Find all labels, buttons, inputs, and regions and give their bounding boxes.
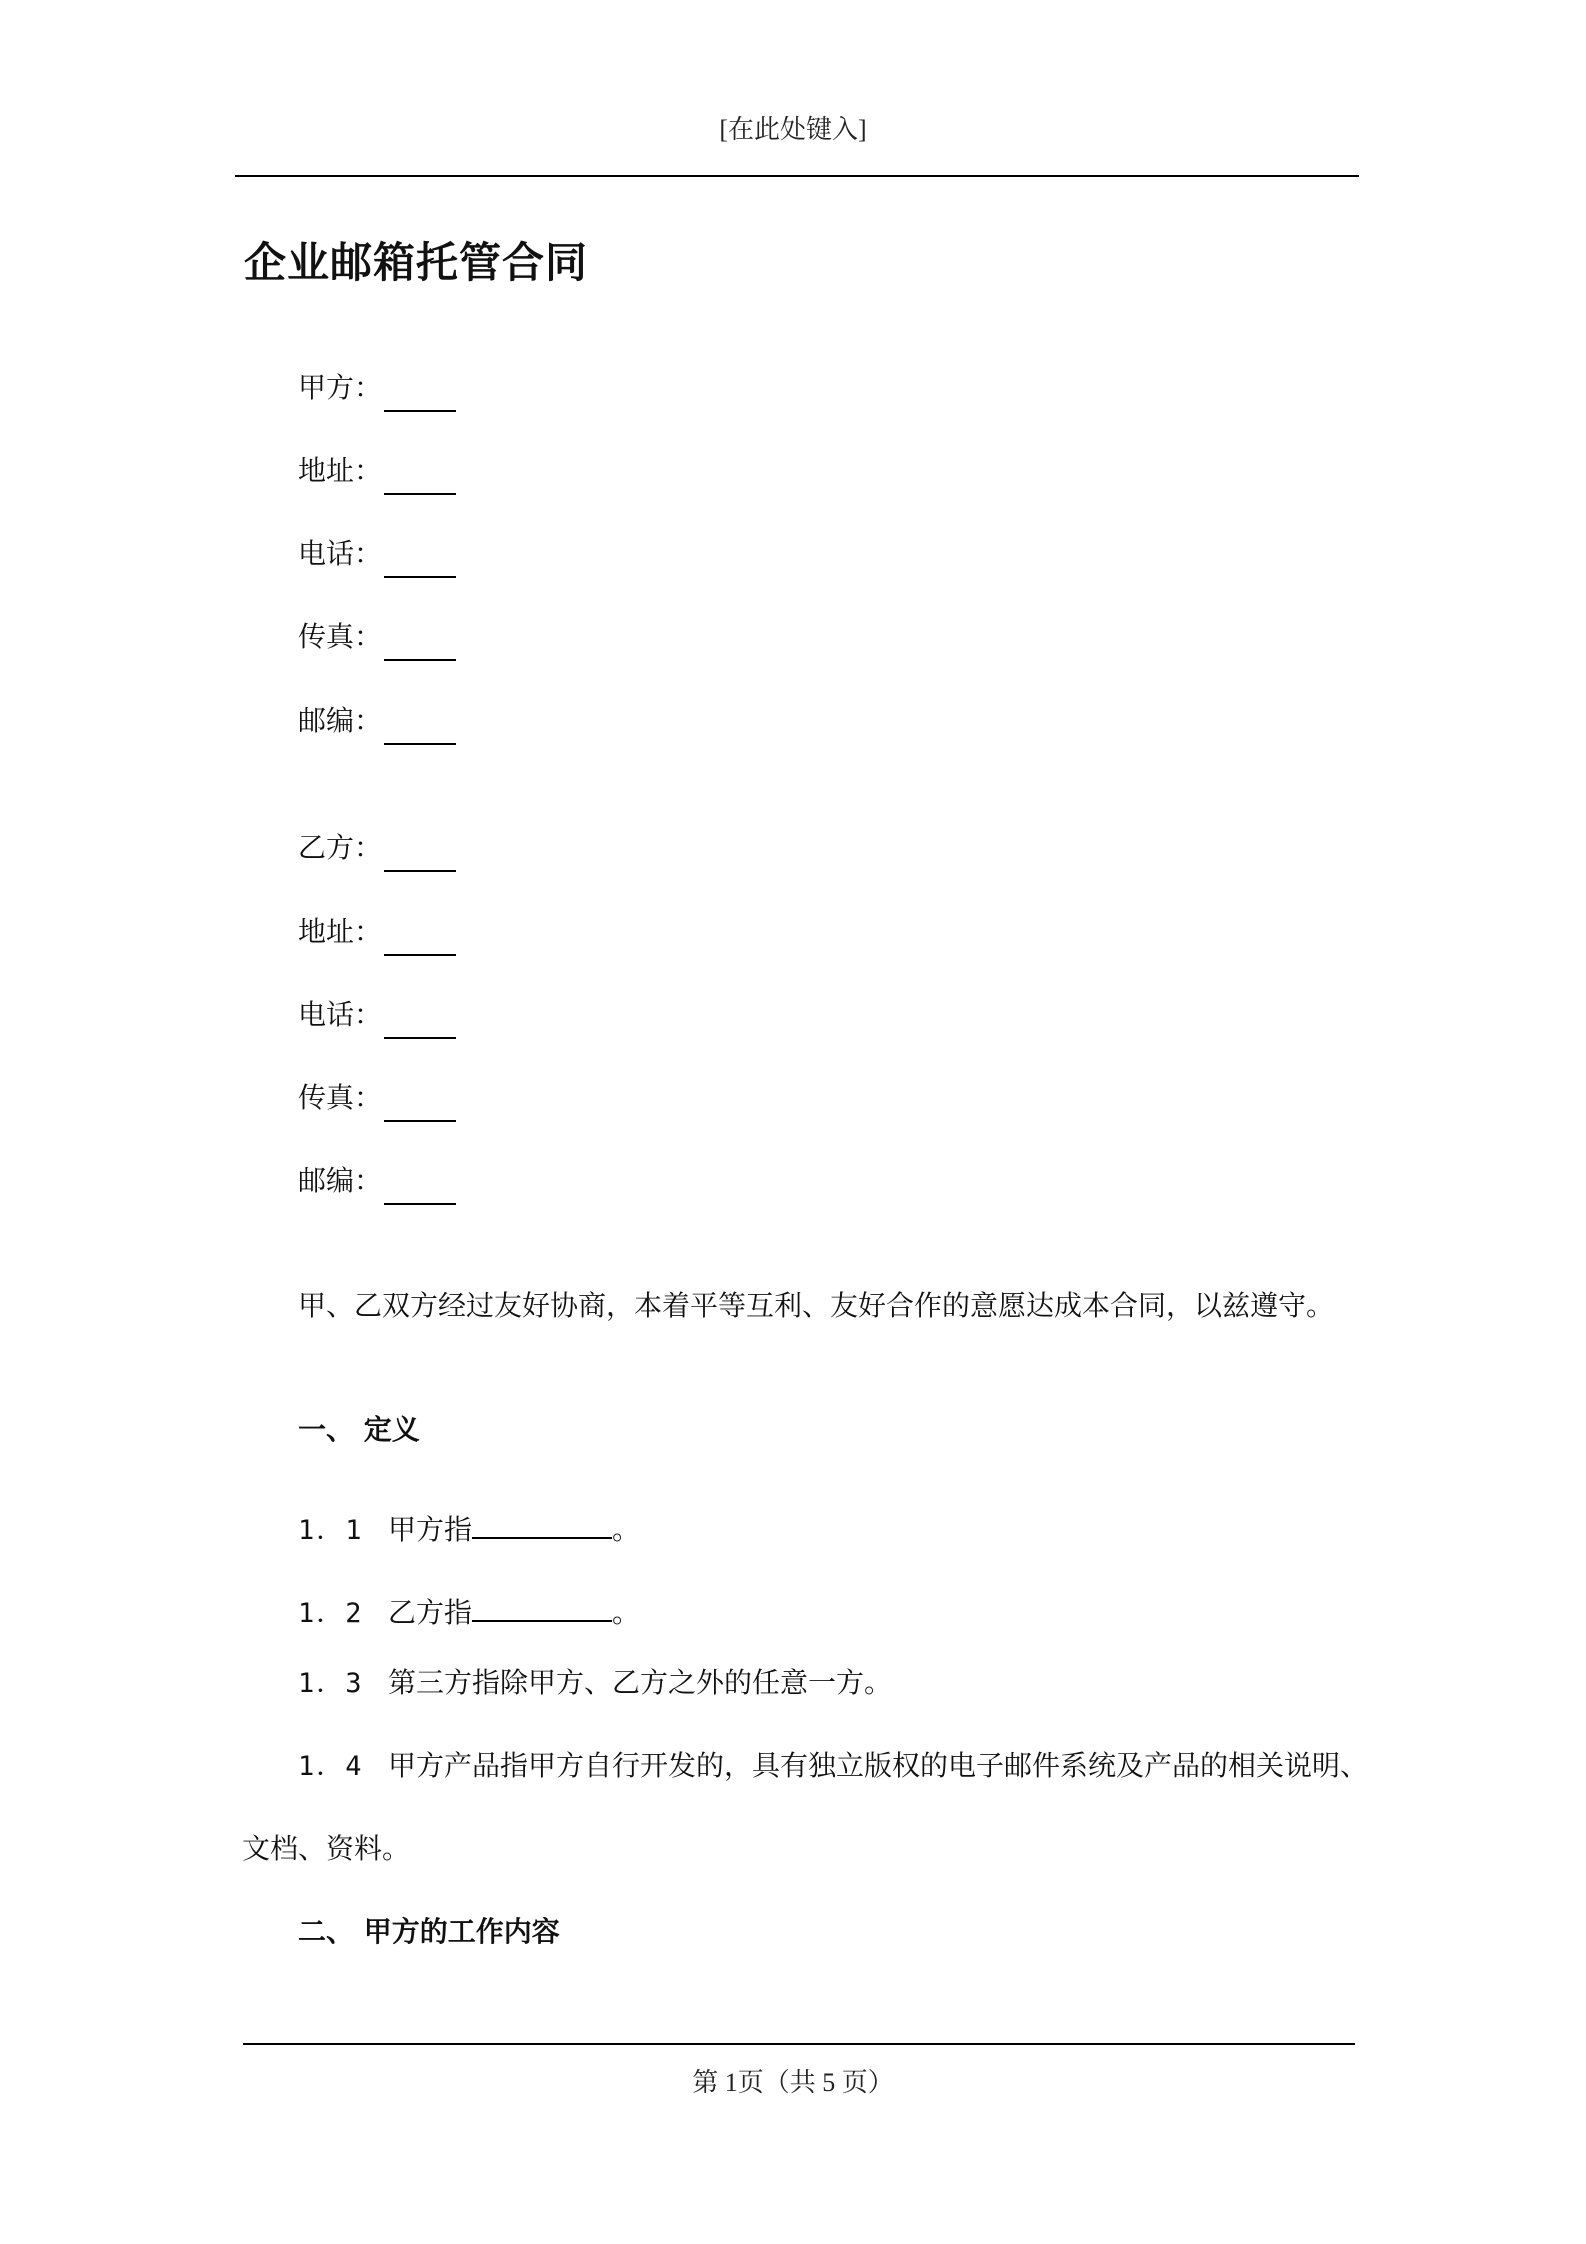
- clause-number: 1．2: [298, 1598, 364, 1629]
- clause-text: 第三方指除甲方、乙方之外的任意一方。: [388, 1666, 893, 1699]
- clause-1-1: [298, 1497, 640, 1551]
- party-a-postcode-field: [298, 701, 456, 745]
- party-b-phone-field: [298, 995, 456, 1039]
- fill-in-blank: [384, 1080, 456, 1122]
- party-a-name-field: [298, 368, 456, 412]
- clause-punct: 。: [612, 1596, 641, 1629]
- fill-in-blank: [384, 703, 456, 745]
- clause-number: 1．1: [298, 1515, 364, 1546]
- clause-text: 乙方指: [388, 1596, 473, 1629]
- clause-1-4: [298, 1746, 1368, 1787]
- fill-in-blank: [472, 1580, 612, 1622]
- clause-punct: 。: [612, 1513, 641, 1546]
- intro-paragraph: 甲、乙双方经过友好协商，本着平等互利、友好合作的意愿达成本合同，以兹遵守。: [298, 1289, 1335, 1322]
- party-a-address-field: [298, 451, 456, 495]
- fill-in-blank: [384, 370, 456, 412]
- field-label: 邮编：: [298, 704, 383, 737]
- clause-1-2: [298, 1580, 640, 1634]
- fill-in-blank: [472, 1497, 612, 1539]
- field-label: 地址：: [298, 454, 383, 487]
- party-a-fax-field: [298, 617, 456, 661]
- field-label: 邮编：: [298, 1164, 383, 1197]
- fill-in-blank: [384, 536, 456, 578]
- fill-in-blank: [384, 453, 456, 495]
- clause-1-3: [298, 1663, 892, 1704]
- header-divider: [235, 175, 1359, 177]
- fill-in-blank: [384, 619, 456, 661]
- footer-divider: [243, 2043, 1355, 2045]
- clause-text: 甲方指: [388, 1513, 473, 1546]
- section-1-heading: 一、 定义: [298, 1413, 420, 1446]
- party-b-fax-field: [298, 1078, 456, 1122]
- field-label: 电话：: [298, 537, 383, 570]
- field-label: 传真：: [298, 1081, 383, 1114]
- page-footer: 第 1页（共 5 页）: [692, 2068, 894, 2097]
- section-2-heading: 二、 甲方的工作内容: [298, 1915, 560, 1948]
- document-title: 企业邮箱托管合同: [244, 238, 589, 287]
- fill-in-blank: [384, 1163, 456, 1205]
- clause-text: 甲方产品指甲方自行开发的，具有独立版权的电子邮件系统及产品的相关说明、: [388, 1749, 1369, 1782]
- page-header: [在此处键入]: [719, 115, 867, 144]
- field-label: 传真：: [298, 620, 383, 653]
- clause-1-4-continuation: 文档、资料。: [242, 1832, 411, 1865]
- fill-in-blank: [384, 914, 456, 956]
- field-label: 地址：: [298, 915, 383, 948]
- field-label: 甲方：: [298, 371, 383, 404]
- party-b-name-field: [298, 828, 456, 872]
- clause-number: 1．4: [298, 1751, 364, 1782]
- field-label: 电话：: [298, 998, 383, 1031]
- field-label: 乙方：: [298, 831, 383, 864]
- fill-in-blank: [384, 997, 456, 1039]
- fill-in-blank: [384, 830, 456, 872]
- party-b-address-field: [298, 912, 456, 956]
- party-a-phone-field: [298, 534, 456, 578]
- party-b-postcode-field: [298, 1161, 456, 1205]
- clause-number: 1．3: [298, 1668, 364, 1699]
